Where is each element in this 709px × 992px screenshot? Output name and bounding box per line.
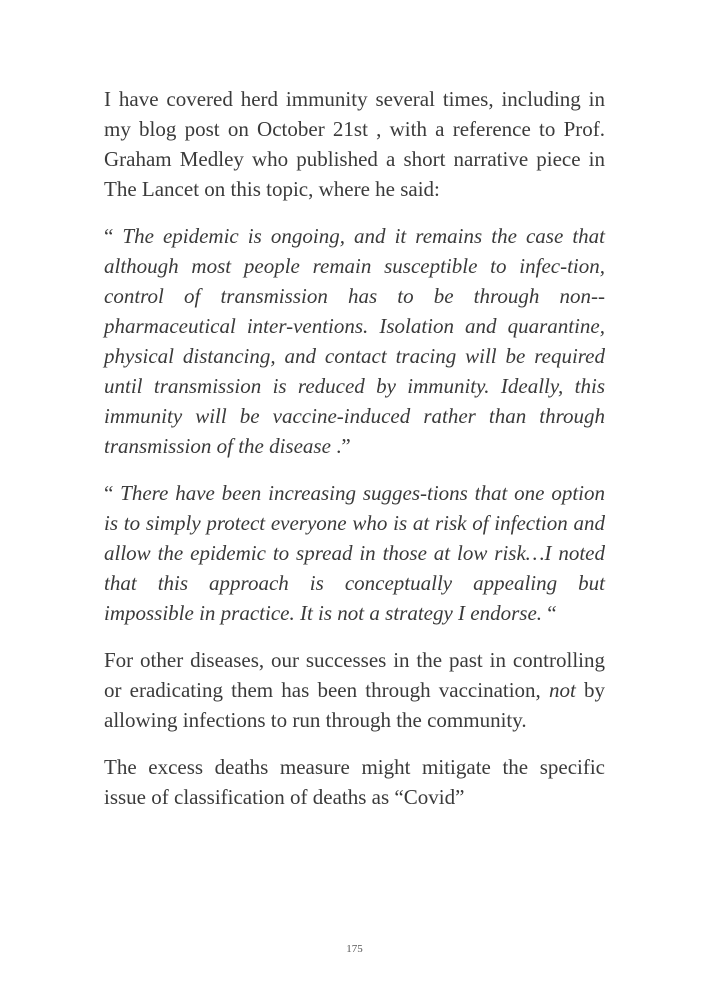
quote-close-mark: “ <box>542 601 557 625</box>
quote-epidemic-ongoing <box>104 221 605 461</box>
paragraph-herd-immunity: I have covered herd immunity several times, including in my blog post on October 21st , with a reference to Prof. Graham Medley who published a short narrative piece in The Lancet on this topic, where he said: <box>104 87 605 201</box>
quote-open-mark: “ <box>104 481 121 505</box>
page-body <box>104 84 605 829</box>
quote-protect-text: There have been increasing sugges-tions that one option is to simply protect everyone who is at risk of infection and allow the epidemic to spread in those at low risk…I noted that this approach is conceptually appealing but impossible in practice. It is not a strategy I endorse. <box>104 481 605 625</box>
page-number: 175 <box>346 943 363 955</box>
quote-protect-at-risk <box>104 478 605 628</box>
quote-open-mark: “ <box>104 224 123 248</box>
paragraph-other-diseases <box>104 645 605 735</box>
quote-close-mark: .” <box>330 434 351 458</box>
emphasis-not: not <box>548 678 576 702</box>
quote-epidemic-text: The epidemic is ongoing, and it remains the case that although most people remain susceptible to infec-tion, control of transmission has to be through non--pharmaceutical inter-ventions. Isolation and quarantine, physical distancing, and contact tracing will be required until transmission is reduced by immunity. Ideally, this immunity will be vaccine-induced rather than through transmission of the disease <box>104 224 605 458</box>
paragraph-excess-deaths: The excess deaths measure might mitigate the specific issue of classification of deaths as “Covid” <box>104 755 605 809</box>
other-diseases-text-start: For other diseases, our successes in the past in controlling or eradicating them has been through vaccination, <box>104 648 605 702</box>
other-diseases-text-end: by allowing infections to run through the community. <box>104 678 606 732</box>
